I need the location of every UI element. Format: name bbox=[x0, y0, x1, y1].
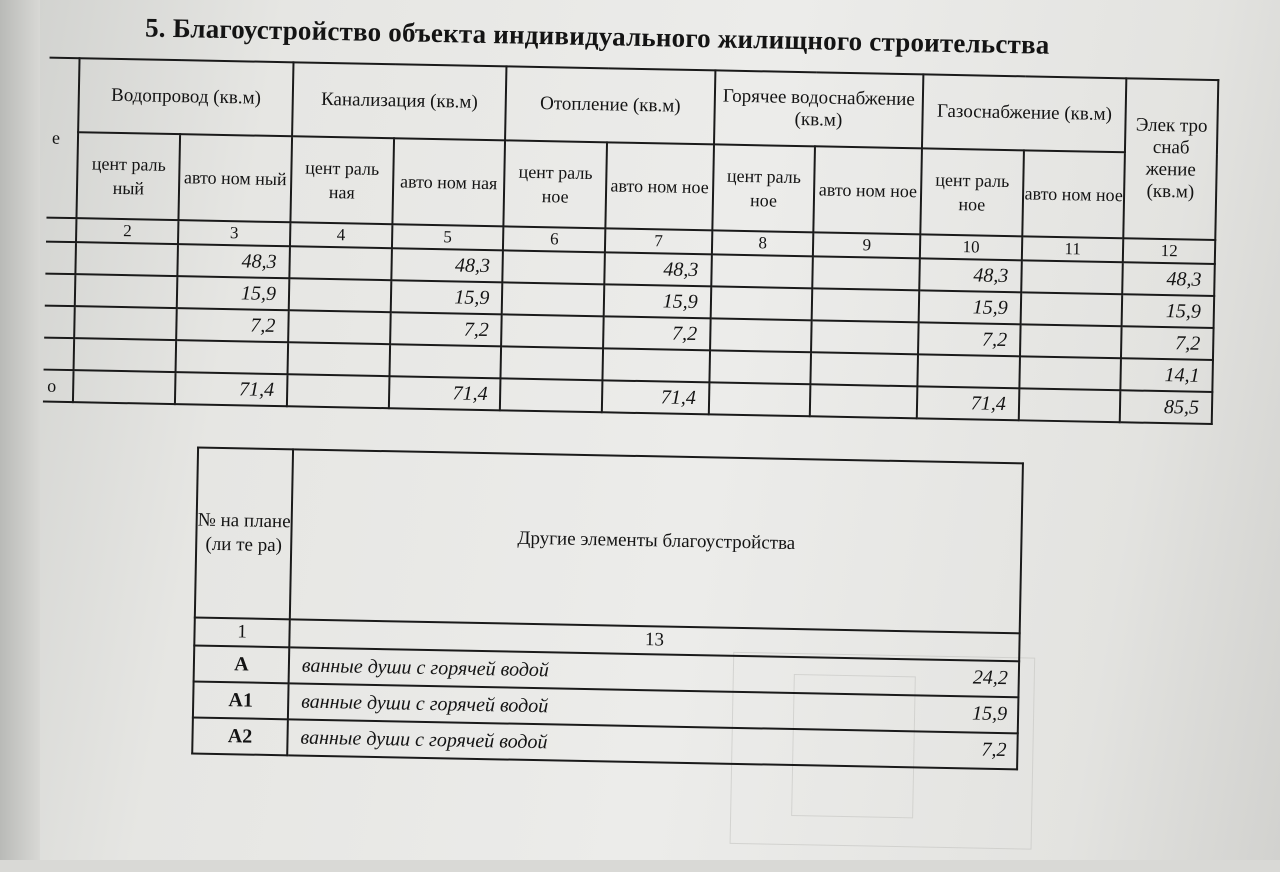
sub-header: авто ном ное bbox=[1022, 150, 1125, 238]
value-cell: 85,5 bbox=[1120, 390, 1212, 424]
value-cell bbox=[1019, 388, 1121, 422]
value-cell: 7,2 bbox=[176, 308, 288, 342]
value-cell bbox=[287, 342, 389, 376]
liter-cell: А bbox=[194, 646, 290, 684]
column-number: 8 bbox=[712, 230, 814, 256]
sub-header: цент раль ное bbox=[712, 144, 815, 232]
sub-header: авто ном ное bbox=[605, 142, 713, 230]
value-cell bbox=[1020, 292, 1122, 326]
value-cell bbox=[501, 314, 603, 348]
description-text: ванные души с горячей водой bbox=[301, 654, 550, 681]
value-cell bbox=[711, 254, 813, 288]
column-number bbox=[46, 218, 77, 243]
value-cell: 15,9 bbox=[919, 290, 1021, 324]
value-cell: 15,9 bbox=[1122, 294, 1214, 328]
area-value: 15,9 bbox=[971, 702, 1008, 726]
value-cell: 71,4 bbox=[917, 386, 1019, 420]
value-cell: 71,4 bbox=[175, 372, 287, 406]
value-cell bbox=[503, 250, 605, 284]
description-text: ванные души с горячей водой bbox=[301, 690, 549, 717]
group-header-heating: Отопление (кв.м) bbox=[505, 66, 715, 144]
value-cell: 71,4 bbox=[602, 380, 709, 414]
value-cell bbox=[75, 274, 177, 308]
liter-cell: А1 bbox=[193, 682, 289, 720]
value-cell bbox=[1019, 356, 1121, 390]
group-header-hot-water: Горячее водоснабжение (кв.м) bbox=[714, 70, 924, 148]
sub-header: цент раль ный bbox=[77, 132, 180, 220]
value-cell: 7,2 bbox=[918, 322, 1020, 356]
value-cell bbox=[918, 354, 1020, 388]
value-cell: 15,9 bbox=[177, 276, 289, 310]
value-cell: 48,3 bbox=[177, 244, 289, 278]
column-number: 6 bbox=[503, 226, 605, 252]
row-label bbox=[45, 274, 76, 307]
value-cell bbox=[75, 306, 177, 340]
edge-column-header: е bbox=[46, 58, 80, 219]
value-cell bbox=[288, 310, 390, 344]
value-cell: 15,9 bbox=[390, 280, 502, 314]
sub-header: цент раль ное bbox=[920, 148, 1023, 236]
row-label bbox=[44, 338, 75, 371]
column-number: 11 bbox=[1022, 236, 1124, 262]
utilities-table bbox=[43, 57, 1219, 425]
value-cell: 48,3 bbox=[391, 248, 503, 282]
value-cell: 48,3 bbox=[919, 258, 1021, 292]
value-cell bbox=[710, 286, 812, 320]
group-header-gas: Газоснабжение (кв.м) bbox=[922, 74, 1127, 152]
area-value: 24,2 bbox=[972, 666, 1009, 690]
value-cell bbox=[501, 346, 603, 380]
description-text: ванные души с горячей водой bbox=[300, 726, 548, 753]
area-value: 7,2 bbox=[981, 738, 1007, 762]
value-cell: 15,9 bbox=[604, 284, 711, 318]
column-number: 13 bbox=[289, 619, 1019, 661]
group-header-sewage: Канализация (кв.м) bbox=[292, 62, 507, 140]
value-cell bbox=[74, 338, 176, 372]
value-cell: 7,2 bbox=[1121, 326, 1213, 360]
value-cell bbox=[710, 318, 812, 352]
value-cell bbox=[502, 282, 604, 316]
column-number: 2 bbox=[76, 218, 178, 244]
row-label bbox=[45, 242, 76, 275]
column-number: 7 bbox=[605, 228, 712, 254]
value-cell bbox=[289, 278, 391, 312]
section-title: 5. Благоустройство объекта индивидуального жилищного строительства bbox=[144, 12, 1050, 60]
value-cell bbox=[813, 256, 920, 290]
liter-cell: А2 bbox=[192, 717, 288, 755]
value-cell bbox=[287, 374, 389, 408]
column-number: 3 bbox=[178, 220, 290, 246]
value-cell bbox=[811, 320, 918, 354]
group-header-water: Водопровод (кв.м) bbox=[79, 58, 294, 136]
row-label: о bbox=[43, 370, 74, 403]
value-cell: 14,1 bbox=[1121, 358, 1213, 392]
value-cell bbox=[810, 384, 917, 418]
column-number: 10 bbox=[920, 234, 1022, 260]
value-cell: 7,2 bbox=[390, 312, 502, 346]
elements-column-header: Другие элементы благоустройства bbox=[290, 449, 1023, 633]
value-cell bbox=[73, 370, 175, 404]
value-cell bbox=[176, 340, 288, 374]
sub-header: авто ном ное bbox=[814, 146, 922, 234]
sub-header: авто ном ная bbox=[392, 138, 505, 226]
value-cell bbox=[709, 382, 811, 416]
value-cell: 48,3 bbox=[604, 252, 711, 286]
value-cell bbox=[289, 246, 391, 280]
value-cell bbox=[500, 378, 602, 412]
column-number: 1 bbox=[194, 618, 290, 648]
value-cell bbox=[709, 350, 811, 384]
sub-header: цент раль ное bbox=[504, 140, 607, 228]
electro-header: Элек тро снаб жение (кв.м) bbox=[1124, 78, 1219, 240]
sub-header: авто ном ный bbox=[179, 134, 292, 222]
other-amenities-table bbox=[191, 447, 1024, 771]
row-label bbox=[44, 306, 75, 339]
value-cell: 7,2 bbox=[603, 316, 710, 350]
value-cell bbox=[811, 352, 918, 386]
column-number: 12 bbox=[1123, 238, 1215, 264]
value-cell bbox=[76, 242, 178, 276]
column-number: 4 bbox=[290, 222, 392, 248]
value-cell bbox=[389, 344, 501, 378]
column-number: 9 bbox=[813, 232, 920, 258]
value-cell: 48,3 bbox=[1123, 262, 1215, 296]
value-cell bbox=[812, 288, 919, 322]
value-cell bbox=[1021, 260, 1123, 294]
sub-header: цент раль ная bbox=[290, 136, 393, 224]
column-number: 5 bbox=[392, 224, 504, 250]
value-cell: 71,4 bbox=[388, 376, 500, 410]
value-cell bbox=[1020, 324, 1122, 358]
value-cell bbox=[602, 348, 709, 382]
liter-column-header: № на плане (ли те ра) bbox=[195, 448, 293, 620]
